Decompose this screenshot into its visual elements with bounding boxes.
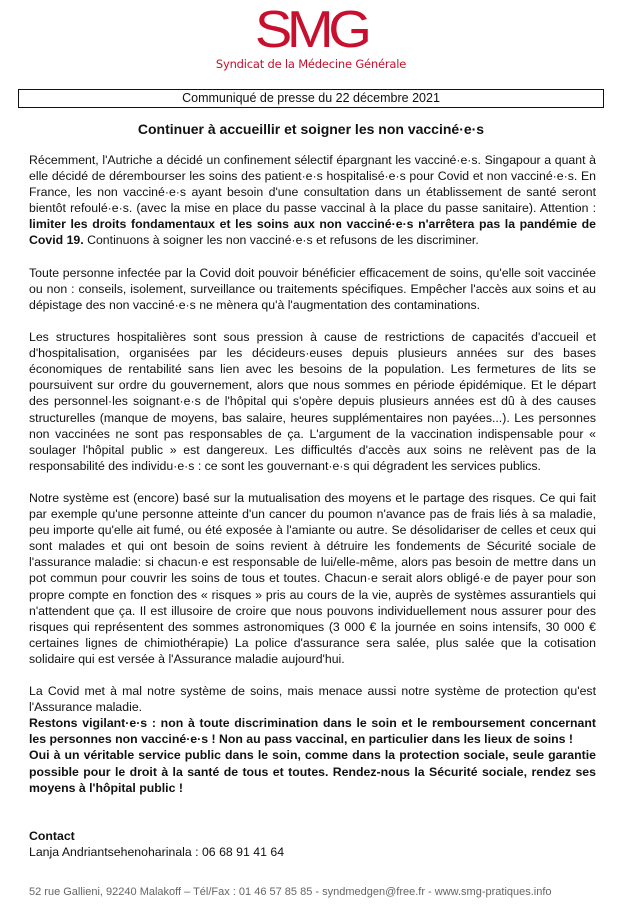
- contact-heading: Contact: [29, 829, 75, 843]
- document-title: Continuer à accueillir et soigner les non vacciné·e·s: [137, 121, 485, 137]
- contact-section: [29, 828, 284, 860]
- document-body: [29, 152, 596, 796]
- smg-logo: [0, 1, 622, 71]
- paragraph-6: Restons vigilant·e·s : non à toute discrimination dans le soin et le remboursement concernant les personnes non vacciné·e·s ! Non au pass vaccinal, en particulier dans les lieux de soins !: [29, 716, 596, 747]
- paragraph-1-emphasis: limiter les droits fondamentaux et les soins aux non vacciné·e·s n'arrêtera pas la pandémie de Covid 19.: [29, 217, 596, 248]
- paragraph-7: Oui à un véritable service public dans le soin, comme dans la protection sociale, seule garantie possible pour le droit à la santé de tous et toutes. Rendez-nous la Sécurité sociale, rendez ses moyens à l'hôpital public !: [29, 748, 596, 795]
- logo-mark: SMG: [255, 1, 367, 59]
- paragraph-4: Notre système est (encore) basé sur la mutualisation des moyens et le partage des risques. Ce qui fait par exemple qu'une personne atteinte d'un cancer du poumon n'avance pas de frais liés à sa maladie, peu importe qu'elle ait fumé, ou été exposée à l'amiante ou autre. Se désolidariser de celles et ceux qui sont malades et qui ont besoin de soins revient à détruire les fondements de Sécurité sociale de l'assurance maladie: si chacun·e est responsable de lui/elle-même, alors pas besoin de mettre dans un pot commun pour couvrir les soins de tous et toutes. Chacun·e serait alors obligé·e de payer pour son propre compte en fonction des « risques » pris au cours de la vie, auprès de systèmes assurantiels qui n'attendent que ça. Il est illusoire de croire que nous pouvons individuellement nous assurer pour des risques qui représentent des sommes astronomiques (3 000 € la journée en soins intensifs, 30 000 € certaines lignes de chimiothérapie) La police d'assurance sera salée, plus salée que la cotisation solidaire qui est versée à l'Assurance maladie aujourd'hui.: [29, 490, 596, 666]
- paragraph-2: Toute personne infectée par la Covid doit pouvoir bénéficier efficacement de soins, qu'elle soit vaccinée ou non : conseils, isolement, surveillance ou traitements spécifiques. Empêcher l'accès aux soins et au dépistage des non vacciné·e·s ne mènera qu'à l'augmentation des contaminations.: [29, 265, 596, 312]
- footer-address: 52 rue Gallieni, 92240 Malakoff – Tél/Fax : 01 46 57 85 85 - syndmedgen@free.fr - www.smg-pratiques.info: [29, 886, 552, 898]
- paragraph-1: Récemment, l'Autriche a décidé un confinement sélectif épargnant les vacciné·e·s. Singapour a quant à elle décidé de dérembourser les soins des patient·e·s hospitalisé·e·s pour Covid et non vacciné·e·s. En France, les non vacciné·e·s ayant besoin d'une consultation dans un établissement de santé seront bientôt refoulé·e·s. (avec la mise en place du passe vaccinal à la place du passe sanitaire). Attention : limiter les droits fondamentaux et les soins aux non vacciné·e·s n'arrêtera pas la pandémie de Covid 19. Continuons à soigner les non vacciné·e·s et refusons de les discriminer.: [29, 153, 596, 248]
- logo-subtitle: Syndicat de la Médecine Générale: [215, 57, 407, 71]
- paragraph-3: Les structures hospitalières sont sous pression à cause de restrictions de capacités d'accueil et d'hospitalisation, organisées par les décideurs·euses depuis plusieurs années sur des bases économiques de rentabilité sans lien avec les besoins de la population. Les fermetures de lits se poursuivent sur ordre du gouvernement, alors que nous sommes en période épidémique. Et le départ des personnel·les soignant·e·s de l'hôpital qui s'opère depuis plusieurs années est dû à des causes structurelles (manque de moyens, bas salaire, heures supplémentaires non payées...). Les personnes non vaccinées ne sont pas responsables de ça. L'argument de la vaccination indispensable pour « soulager l'hôpital public » est dangereux. Les difficultés d'accès aux soins ne relèvent pas de la responsabilité des individu·e·s : ce sont les gouvernant·e·s qui dégradent les services publics.: [29, 330, 596, 473]
- press-release-date-box: Communiqué de presse du 22 décembre 2021: [18, 89, 604, 108]
- contact-line: Lanja Andriantsehenoharinala : 06 68 91 41 64: [29, 845, 285, 860]
- paragraph-5: La Covid met à mal notre système de soins, mais menace aussi notre système de protection qu'est l'Assurance maladie.: [29, 684, 596, 715]
